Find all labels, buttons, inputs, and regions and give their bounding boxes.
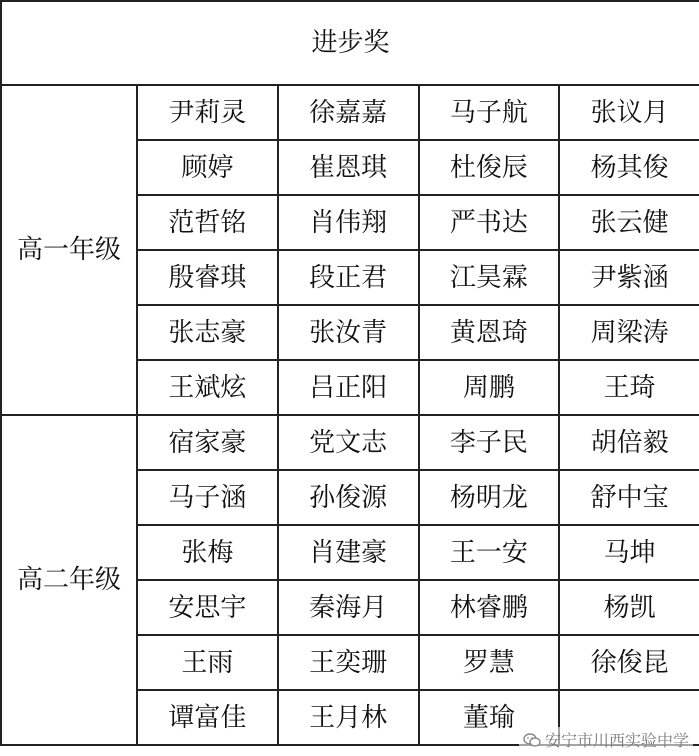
- student-name-cell: 顾婷: [137, 140, 278, 195]
- student-name-cell: 徐嘉嘉: [278, 85, 419, 140]
- student-name-cell: 董瑜: [419, 690, 560, 745]
- award-title: 进步奖: [1, 1, 699, 85]
- student-name-cell: 张议月: [559, 85, 699, 140]
- student-name-cell: 江昊霖: [419, 250, 560, 305]
- student-name-cell: 王斌炫: [137, 360, 278, 415]
- student-name-cell: 杨其俊: [559, 140, 699, 195]
- student-name-cell: 尹莉灵: [137, 85, 278, 140]
- student-name-cell: 安思宇: [137, 580, 278, 635]
- student-name-cell: 肖建豪: [278, 525, 419, 580]
- student-name-cell: 舒中宝: [559, 470, 699, 525]
- student-name-cell: 肖伟翔: [278, 195, 419, 250]
- grade-label: 高一年级: [1, 85, 137, 415]
- student-name-cell: 周梁涛: [559, 305, 699, 360]
- student-name-cell: 杨明龙: [419, 470, 560, 525]
- student-name-cell: 王月林: [278, 690, 419, 745]
- student-name-cell: 杜俊辰: [419, 140, 560, 195]
- student-name-cell: 周鹏: [419, 360, 560, 415]
- student-name-cell: 王雨: [137, 635, 278, 690]
- student-name-cell: 严书达: [419, 195, 560, 250]
- student-name-cell: 黄恩琦: [419, 305, 560, 360]
- student-name-cell: 殷睿琪: [137, 250, 278, 305]
- watermark-text: 安宁市川西实验中学: [544, 731, 689, 750]
- student-name-cell: 张梅: [137, 525, 278, 580]
- wechat-icon: [523, 733, 541, 747]
- student-name-cell: 谭富佳: [137, 690, 278, 745]
- student-name-cell: 尹紫涵: [559, 250, 699, 305]
- table-row: [1, 85, 699, 140]
- student-name-cell: 马坤: [559, 525, 699, 580]
- student-name-cell: 崔恩琪: [278, 140, 419, 195]
- student-name-cell: 宿家豪: [137, 415, 278, 470]
- student-name-cell: 吕正阳: [278, 360, 419, 415]
- student-name-cell: 王琦: [559, 360, 699, 415]
- student-name-cell: 张志豪: [137, 305, 278, 360]
- account-watermark: [519, 727, 693, 752]
- student-name-cell: 范哲铭: [137, 195, 278, 250]
- student-name-cell: 马子涵: [137, 470, 278, 525]
- student-name-cell: 秦海月: [278, 580, 419, 635]
- student-name-cell: 王一安: [419, 525, 560, 580]
- student-name-cell: 马子航: [419, 85, 560, 140]
- student-name-cell: 杨凯: [559, 580, 699, 635]
- student-name-cell: 徐俊昆: [559, 635, 699, 690]
- student-name-cell: 王奕珊: [278, 635, 419, 690]
- student-name-cell: 孙俊源: [278, 470, 419, 525]
- title-row: [1, 1, 699, 85]
- student-name-cell: 胡倍毅: [559, 415, 699, 470]
- student-name-cell: 张汝青: [278, 305, 419, 360]
- grade-label: 高二年级: [1, 415, 137, 745]
- student-name-cell: 李子民: [419, 415, 560, 470]
- student-name-cell: 罗慧: [419, 635, 560, 690]
- student-name-cell: 张云健: [559, 195, 699, 250]
- student-name-cell: 段正君: [278, 250, 419, 305]
- student-name-cell: 林睿鹏: [419, 580, 560, 635]
- student-name-cell: 党文志: [278, 415, 419, 470]
- table-row: [1, 415, 699, 470]
